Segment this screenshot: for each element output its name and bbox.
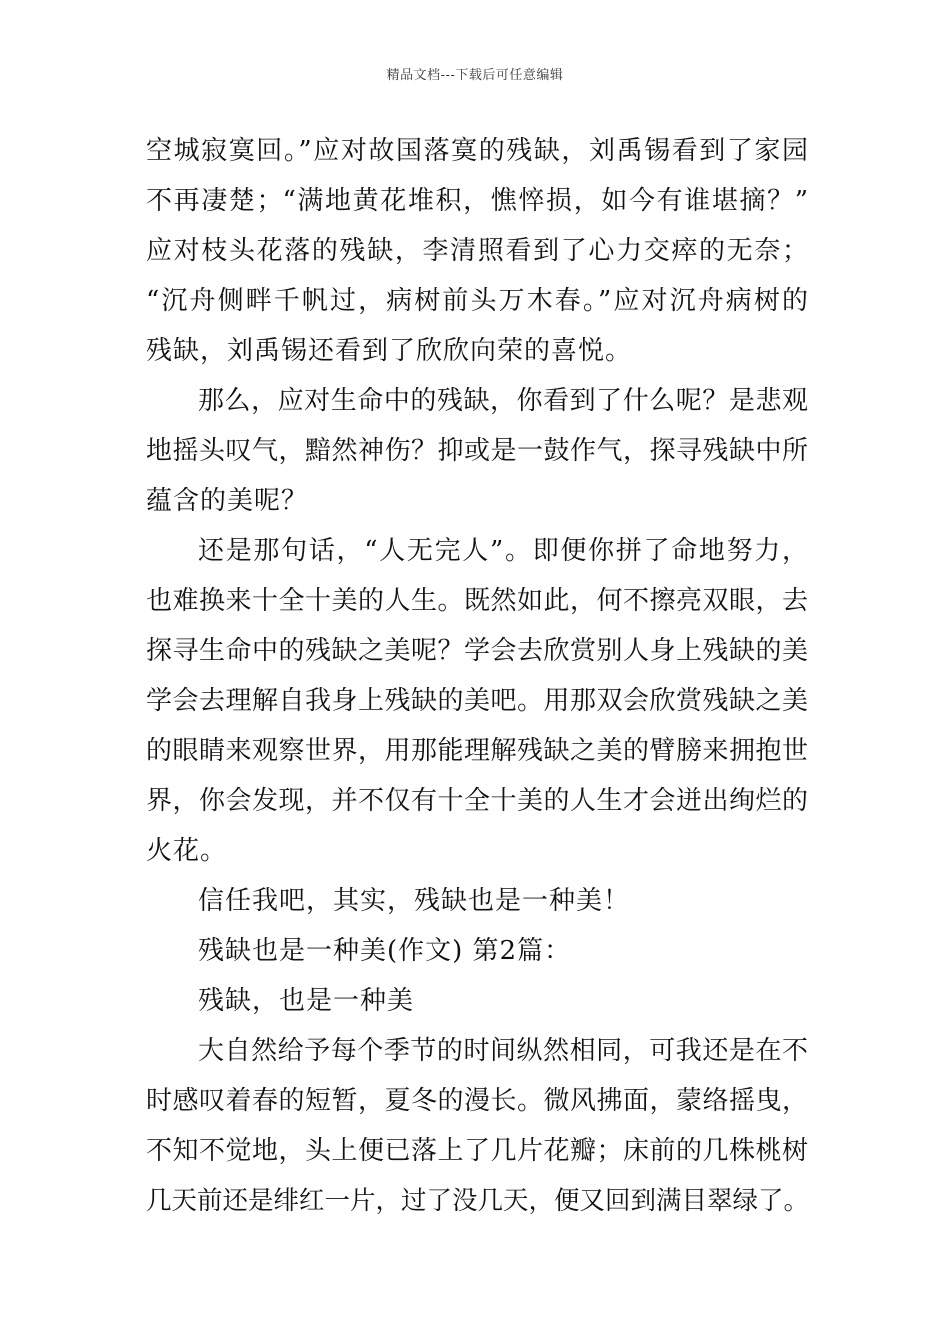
- text-line: 不再凄楚；“满地黄花堆积，憔悴损，如今有谁堪摘？”: [146, 186, 808, 216]
- text-line: 蕴含的美呢？: [146, 486, 309, 516]
- text-line: 应对枝头花落的残缺，李清照看到了心力交瘁的无奈；: [146, 236, 808, 266]
- section-heading: 残缺也是一种美(作文) 第2篇：: [198, 936, 572, 966]
- text-line: 还是那句话，“人无完人”。即便你拼了命地努力，: [198, 536, 808, 566]
- essay-title: 残缺，也是一种美: [198, 986, 415, 1016]
- text-line: 不知不觉地，头上便已落上了几片花瓣；床前的几株桃树: [146, 1136, 808, 1166]
- text-line: “沉舟侧畔千帆过，病树前头万木春。”应对沉舟病树的: [146, 286, 808, 316]
- text-line: 大自然给予每个季节的时间纵然相同，可我还是在不: [198, 1036, 808, 1066]
- text-line: 火花。: [146, 836, 228, 866]
- text-line: 几天前还是绯红一片，过了没几天，便又回到满目翠绿了。: [146, 1186, 810, 1216]
- page-header: 精品文档---下载后可任意编辑: [386, 68, 564, 83]
- text-line: 也难换来十全十美的人生。既然如此，何不擦亮双眼，去: [146, 586, 808, 616]
- text-line: 的眼睛来观察世界，用那能理解残缺之美的臂膀来拥抱世: [146, 736, 808, 766]
- text-line: 界，你会发现，并不仅有十全十美的人生才会迸出绚烂的: [146, 786, 808, 816]
- text-line: 信任我吧，其实，残缺也是一种美！: [198, 886, 631, 916]
- text-line: 探寻生命中的残缺之美呢？学会去欣赏别人身上残缺的美: [146, 636, 808, 666]
- text-line: 残缺，刘禹锡还看到了欣欣向荣的喜悦。: [146, 336, 633, 366]
- text-line: 空城寂寞回。”应对故国落寞的残缺，刘禹锡看到了家园: [146, 136, 808, 166]
- text-line: 时感叹着春的短暂，夏冬的漫长。微风拂面，蒙络摇曳，: [146, 1086, 808, 1116]
- text-line: 学会去理解自我身上残缺的美吧。用那双会欣赏残缺之美: [146, 686, 808, 716]
- document-body: [146, 126, 808, 1226]
- text-line: 地摇头叹气，黯然神伤？抑或是一鼓作气，探寻残缺中所: [146, 436, 808, 466]
- text-line: 那么，应对生命中的残缺，你看到了什么呢？是悲观: [198, 386, 808, 416]
